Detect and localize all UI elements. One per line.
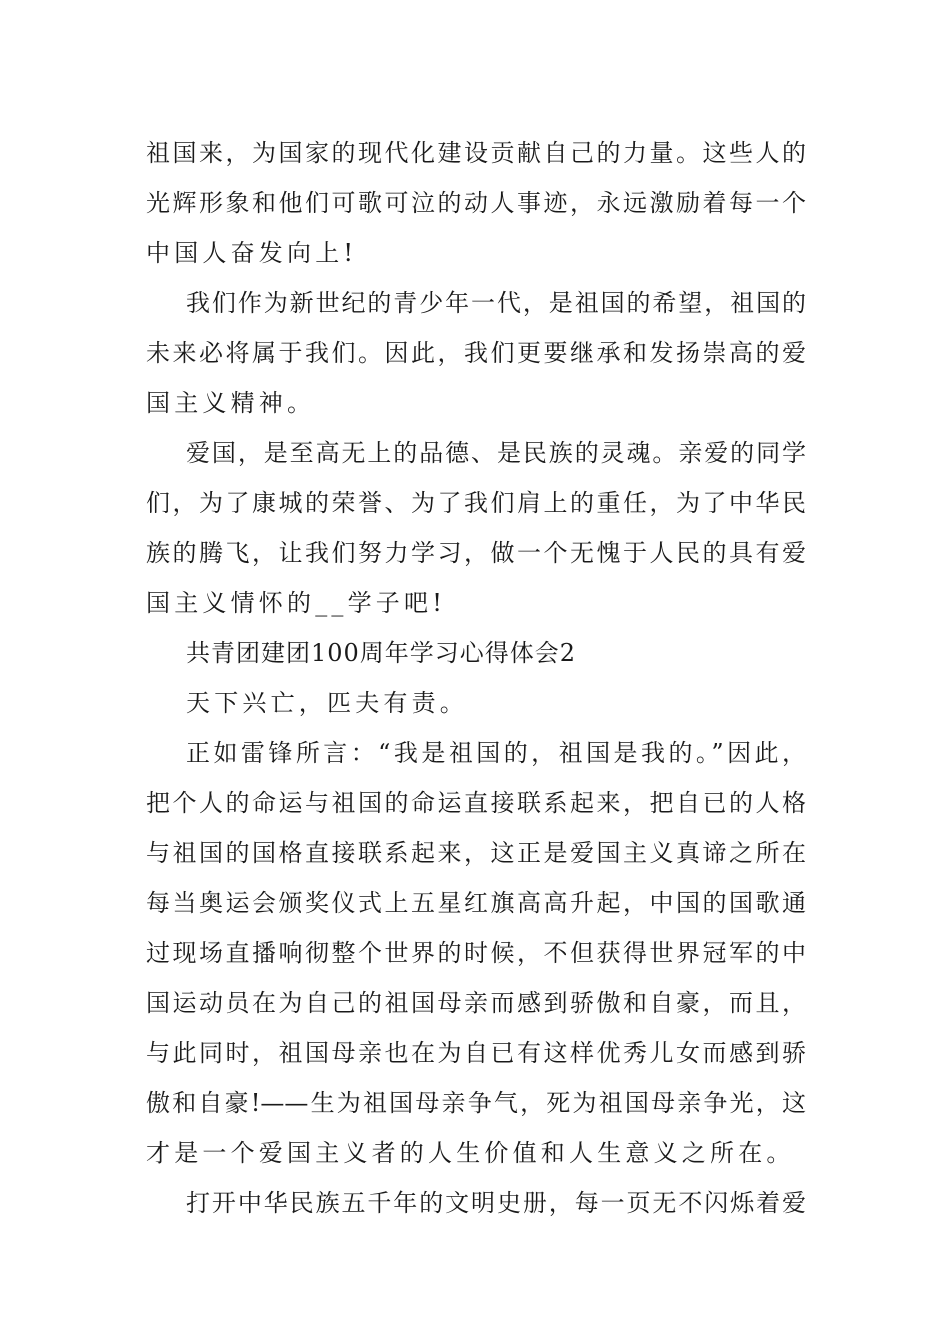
text-line: 过现场直播响彻整个世界的时候，不但获得世界冠军的中 <box>146 939 806 967</box>
paragraph-first-line: 天下兴亡，匹夫有责。 <box>186 689 468 717</box>
text-line: 才是一个爱国主义者的人生价值和人生意义之所在。 <box>146 1139 795 1167</box>
text-line: 傲和自豪!——生为祖国母亲争气，死为祖国母亲争光，这 <box>146 1089 806 1117</box>
paragraph-first-line: 打开中华民族五千年的文明史册，每一页无不闪烁着爱 <box>186 1189 806 1217</box>
text-line: 国运动员在为自己的祖国母亲而感到骄傲和自豪，而且， <box>146 989 806 1017</box>
text-line: 光辉形象和他们可歌可泣的动人事迹，永远激励着每一个 <box>146 189 806 217</box>
paragraph-first-line: 我们作为新世纪的青少年一代，是祖国的希望，祖国的 <box>186 289 806 317</box>
text-line: 国主义精神。 <box>146 389 316 417</box>
section-heading: 共青团建团100周年学习心得体会2 <box>186 639 577 667</box>
text-line: 国主义情怀的__学子吧! <box>146 589 447 617</box>
document-body <box>146 128 806 1228</box>
text-line: 与此同时，祖国母亲也在为自已有这样优秀儿女而感到骄 <box>146 1039 806 1067</box>
text-line: 族的腾飞，让我们努力学习，做一个无愧于人民的具有爱 <box>146 539 806 567</box>
text-line: 们，为了康城的荣誉、为了我们肩上的重任，为了中华民 <box>146 489 806 517</box>
paragraph-first-line: 正如雷锋所言：“我是祖国的，祖国是我的。”因此， <box>186 739 806 767</box>
text-line: 与祖国的国格直接联系起来，这正是爱国主义真谛之所在 <box>146 839 806 867</box>
text-line: 每当奥运会颁奖仪式上五星红旗高高升起，中国的国歌通 <box>146 889 806 917</box>
text-line: 把个人的命运与祖国的命运直接联系起来，把自已的人格 <box>146 789 806 817</box>
paragraph-first-line: 爱国，是至高无上的品德、是民族的灵魂。亲爱的同学 <box>186 439 806 467</box>
text-line: 中国人奋发向上! <box>146 239 358 267</box>
text-line: 未来必将属于我们。因此，我们更要继承和发扬崇高的爱 <box>146 339 806 367</box>
text-line: 祖国来，为国家的现代化建设贡献自己的力量。这些人的 <box>146 139 806 167</box>
